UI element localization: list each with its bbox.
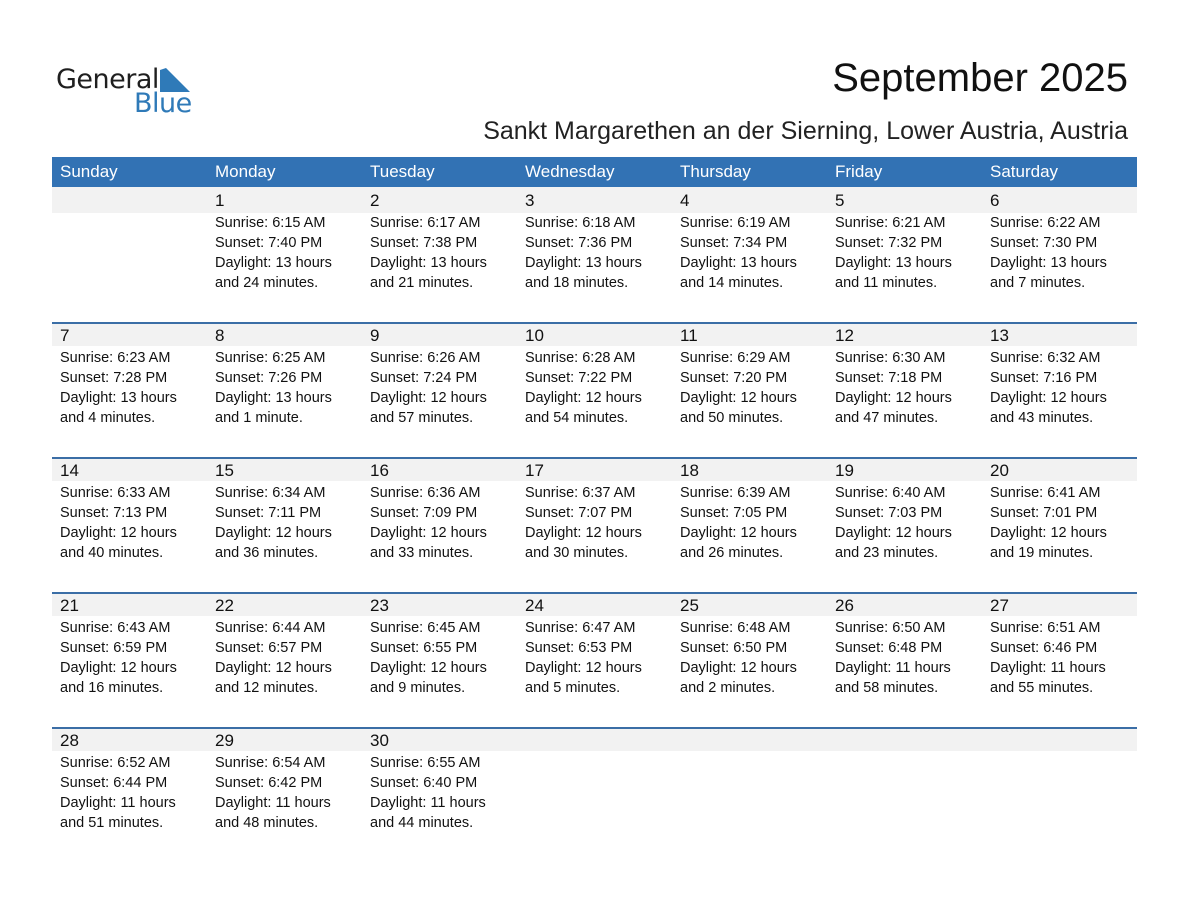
sunrise-time: Sunrise: 6:36 AM [370,485,481,501]
daylight-minutes: and 33 minutes. [370,545,474,561]
day-number: 18 [680,461,699,480]
sunrise-time: Sunrise: 6:17 AM [370,215,481,231]
sunrise-time: Sunrise: 6:48 AM [680,620,791,636]
day-number: 4 [680,191,690,210]
day-cell [982,592,1137,698]
daylight-hours: Daylight: 12 hours [215,660,332,676]
empty-day-cell [672,727,827,833]
daylight-minutes: and 21 minutes. [370,275,474,291]
day-number: 28 [60,731,79,750]
day-cell [672,187,827,293]
sunset-time: Sunset: 7:05 PM [680,505,788,521]
daylight-hours: Daylight: 12 hours [525,660,642,676]
sunset-time: Sunset: 7:34 PM [680,235,788,251]
sunset-time: Sunset: 7:16 PM [990,370,1098,386]
daylight-hours: Daylight: 12 hours [990,525,1107,541]
week-days [52,592,1137,698]
sunrise-time: Sunrise: 6:39 AM [680,485,791,501]
daylight-minutes: and 2 minutes. [680,680,776,696]
day-number: 22 [215,596,234,615]
sunrise-time: Sunrise: 6:15 AM [215,215,326,231]
daylight-hours: Daylight: 12 hours [680,525,797,541]
daylight-hours: Daylight: 13 hours [835,255,952,271]
week-days [52,727,1137,833]
page-title: September 2025 [832,56,1128,100]
daylight-minutes: and 4 minutes. [60,410,156,426]
daylight-hours: Daylight: 13 hours [525,255,642,271]
sunset-time: Sunset: 7:24 PM [370,370,478,386]
day-cell [517,592,672,698]
day-cell [362,187,517,293]
weekday-thursday: Thursday [680,162,751,181]
day-number: 12 [835,326,854,345]
day-cell [362,727,517,833]
day-number: 20 [990,461,1009,480]
empty-day-cell [982,727,1137,833]
day-number: 10 [525,326,544,345]
sunrise-time: Sunrise: 6:45 AM [370,620,481,636]
sunset-time: Sunset: 7:36 PM [525,235,633,251]
sunrise-time: Sunrise: 6:26 AM [370,350,481,366]
day-number: 2 [370,191,380,210]
weekday-saturday: Saturday [990,162,1059,181]
sunset-time: Sunset: 6:48 PM [835,640,943,656]
daylight-minutes: and 12 minutes. [215,680,319,696]
calendar-week [52,322,1137,457]
day-number: 1 [215,191,225,210]
day-number: 27 [990,596,1009,615]
sunset-time: Sunset: 7:26 PM [215,370,323,386]
sunrise-time: Sunrise: 6:25 AM [215,350,326,366]
sunset-time: Sunset: 7:32 PM [835,235,943,251]
month-calendar [52,157,1137,862]
daylight-hours: Daylight: 13 hours [215,255,332,271]
sunrise-time: Sunrise: 6:28 AM [525,350,636,366]
day-number: 9 [370,326,380,345]
daylight-minutes: and 48 minutes. [215,815,319,831]
weekday-header [52,157,1137,187]
daylight-hours: Daylight: 12 hours [680,660,797,676]
day-cell [672,322,827,428]
sunset-time: Sunset: 7:11 PM [215,505,322,521]
sunrise-time: Sunrise: 6:52 AM [60,755,171,771]
logo-text-blue: Blue [134,88,192,119]
day-number: 17 [525,461,544,480]
day-number: 5 [835,191,845,210]
sunrise-time: Sunrise: 6:43 AM [60,620,171,636]
weekday-monday: Monday [215,162,276,181]
daylight-minutes: and 44 minutes. [370,815,474,831]
daylight-hours: Daylight: 11 hours [835,660,951,676]
sunrise-time: Sunrise: 6:37 AM [525,485,636,501]
daylight-minutes: and 16 minutes. [60,680,164,696]
daylight-minutes: and 47 minutes. [835,410,939,426]
sunset-time: Sunset: 6:50 PM [680,640,788,656]
daylight-hours: Daylight: 11 hours [370,795,486,811]
daylight-minutes: and 55 minutes. [990,680,1094,696]
sunset-time: Sunset: 7:20 PM [680,370,788,386]
empty-day-cell [52,187,207,293]
sunset-time: Sunset: 7:40 PM [215,235,323,251]
day-cell [517,322,672,428]
daylight-minutes: and 51 minutes. [60,815,164,831]
weekday-friday: Friday [835,162,883,181]
day-cell [207,457,362,563]
sunrise-time: Sunrise: 6:32 AM [990,350,1101,366]
calendar-week [52,592,1137,727]
sunset-time: Sunset: 6:44 PM [60,775,168,791]
day-number: 15 [215,461,234,480]
day-cell [362,457,517,563]
sunset-time: Sunset: 6:57 PM [215,640,323,656]
sunrise-time: Sunrise: 6:47 AM [525,620,636,636]
day-number: 11 [680,326,698,345]
sunset-time: Sunset: 7:03 PM [835,505,943,521]
daylight-hours: Daylight: 13 hours [370,255,487,271]
day-number: 16 [370,461,389,480]
daylight-hours: Daylight: 12 hours [370,390,487,406]
day-cell [207,727,362,833]
calendar-week [52,727,1137,862]
daylight-hours: Daylight: 12 hours [525,525,642,541]
sunset-time: Sunset: 7:28 PM [60,370,168,386]
day-cell [52,592,207,698]
day-cell [207,592,362,698]
daylight-hours: Daylight: 12 hours [60,660,177,676]
daylight-hours: Daylight: 11 hours [990,660,1106,676]
day-cell [982,457,1137,563]
day-cell [982,322,1137,428]
daylight-minutes: and 1 minute. [215,410,303,426]
daylight-minutes: and 5 minutes. [525,680,621,696]
weekday-wednesday: Wednesday [525,162,615,181]
day-cell [52,457,207,563]
sunrise-time: Sunrise: 6:51 AM [990,620,1101,636]
day-cell [52,727,207,833]
day-number: 29 [215,731,234,750]
sunrise-time: Sunrise: 6:19 AM [680,215,791,231]
daylight-hours: Daylight: 12 hours [370,660,487,676]
daylight-hours: Daylight: 12 hours [680,390,797,406]
day-number: 6 [990,191,1000,210]
day-cell [517,187,672,293]
day-cell [827,592,982,698]
sunrise-time: Sunrise: 6:23 AM [60,350,171,366]
daylight-hours: Daylight: 12 hours [60,525,177,541]
sunset-time: Sunset: 7:18 PM [835,370,943,386]
sunset-time: Sunset: 6:42 PM [215,775,323,791]
day-number: 8 [215,326,225,345]
day-number: 30 [370,731,389,750]
calendar-weeks [52,187,1137,862]
daylight-hours: Daylight: 13 hours [215,390,332,406]
daylight-minutes: and 23 minutes. [835,545,939,561]
sunrise-time: Sunrise: 6:44 AM [215,620,326,636]
calendar-week [52,187,1137,322]
daylight-hours: Daylight: 13 hours [680,255,797,271]
sunset-time: Sunset: 7:01 PM [990,505,1098,521]
empty-day-cell [517,727,672,833]
sunrise-time: Sunrise: 6:18 AM [525,215,636,231]
daylight-hours: Daylight: 12 hours [215,525,332,541]
day-number: 25 [680,596,699,615]
sunset-time: Sunset: 7:22 PM [525,370,633,386]
sunrise-time: Sunrise: 6:55 AM [370,755,481,771]
daylight-minutes: and 9 minutes. [370,680,466,696]
day-cell [672,592,827,698]
day-number: 21 [60,596,79,615]
day-cell [362,592,517,698]
week-days [52,457,1137,563]
daylight-minutes: and 19 minutes. [990,545,1094,561]
day-number: 19 [835,461,854,480]
week-days [52,322,1137,428]
daylight-hours: Daylight: 12 hours [370,525,487,541]
sunset-time: Sunset: 7:07 PM [525,505,633,521]
sunrise-time: Sunrise: 6:34 AM [215,485,326,501]
location-subtitle: Sankt Margarethen an der Sierning, Lower Austria, Austria [483,117,1128,145]
daylight-hours: Daylight: 13 hours [990,255,1107,271]
sunrise-time: Sunrise: 6:30 AM [835,350,946,366]
sunrise-time: Sunrise: 6:29 AM [680,350,791,366]
sunrise-time: Sunrise: 6:50 AM [835,620,946,636]
daylight-minutes: and 57 minutes. [370,410,474,426]
day-number: 7 [60,326,70,345]
daylight-minutes: and 11 minutes. [835,275,938,291]
sunset-time: Sunset: 7:13 PM [60,505,168,521]
daylight-hours: Daylight: 12 hours [835,390,952,406]
daylight-hours: Daylight: 12 hours [835,525,952,541]
daylight-hours: Daylight: 11 hours [215,795,331,811]
daylight-minutes: and 58 minutes. [835,680,939,696]
daylight-hours: Daylight: 12 hours [990,390,1107,406]
day-number: 3 [525,191,535,210]
sunset-time: Sunset: 6:55 PM [370,640,478,656]
daylight-minutes: and 18 minutes. [525,275,629,291]
sunrise-time: Sunrise: 6:54 AM [215,755,326,771]
daylight-hours: Daylight: 13 hours [60,390,177,406]
daylight-minutes: and 50 minutes. [680,410,784,426]
day-number: 13 [990,326,1009,345]
day-cell [982,187,1137,293]
day-number: 14 [60,461,79,480]
day-number: 24 [525,596,544,615]
sunrise-time: Sunrise: 6:33 AM [60,485,171,501]
day-cell [362,322,517,428]
daylight-minutes: and 30 minutes. [525,545,629,561]
sunset-time: Sunset: 6:59 PM [60,640,168,656]
day-number: 26 [835,596,854,615]
daylight-minutes: and 26 minutes. [680,545,784,561]
day-cell [207,322,362,428]
day-cell [207,187,362,293]
day-cell [517,457,672,563]
daylight-minutes: and 24 minutes. [215,275,319,291]
daylight-hours: Daylight: 11 hours [60,795,176,811]
sunrise-time: Sunrise: 6:21 AM [835,215,946,231]
generalblue-logo [56,64,206,120]
daylight-hours: Daylight: 12 hours [525,390,642,406]
daylight-minutes: and 40 minutes. [60,545,164,561]
sunset-time: Sunset: 7:09 PM [370,505,478,521]
sunrise-time: Sunrise: 6:41 AM [990,485,1101,501]
daylight-minutes: and 7 minutes. [990,275,1086,291]
day-cell [827,187,982,293]
daylight-minutes: and 54 minutes. [525,410,629,426]
day-cell [827,457,982,563]
logo-text-general: General [56,64,159,95]
sunset-time: Sunset: 6:40 PM [370,775,478,791]
daylight-minutes: and 36 minutes. [215,545,319,561]
calendar-week [52,457,1137,592]
day-cell [52,322,207,428]
day-number: 23 [370,596,389,615]
sunset-time: Sunset: 7:30 PM [990,235,1098,251]
sunrise-time: Sunrise: 6:40 AM [835,485,946,501]
sunset-time: Sunset: 7:38 PM [370,235,478,251]
weekday-sunday: Sunday [60,162,118,181]
daylight-minutes: and 43 minutes. [990,410,1094,426]
weekday-tuesday: Tuesday [370,162,435,181]
daylight-minutes: and 14 minutes. [680,275,784,291]
sunset-time: Sunset: 6:53 PM [525,640,633,656]
empty-day-cell [827,727,982,833]
sunrise-time: Sunrise: 6:22 AM [990,215,1101,231]
day-cell [672,457,827,563]
day-cell [827,322,982,428]
week-days [52,187,1137,293]
sunset-time: Sunset: 6:46 PM [990,640,1098,656]
